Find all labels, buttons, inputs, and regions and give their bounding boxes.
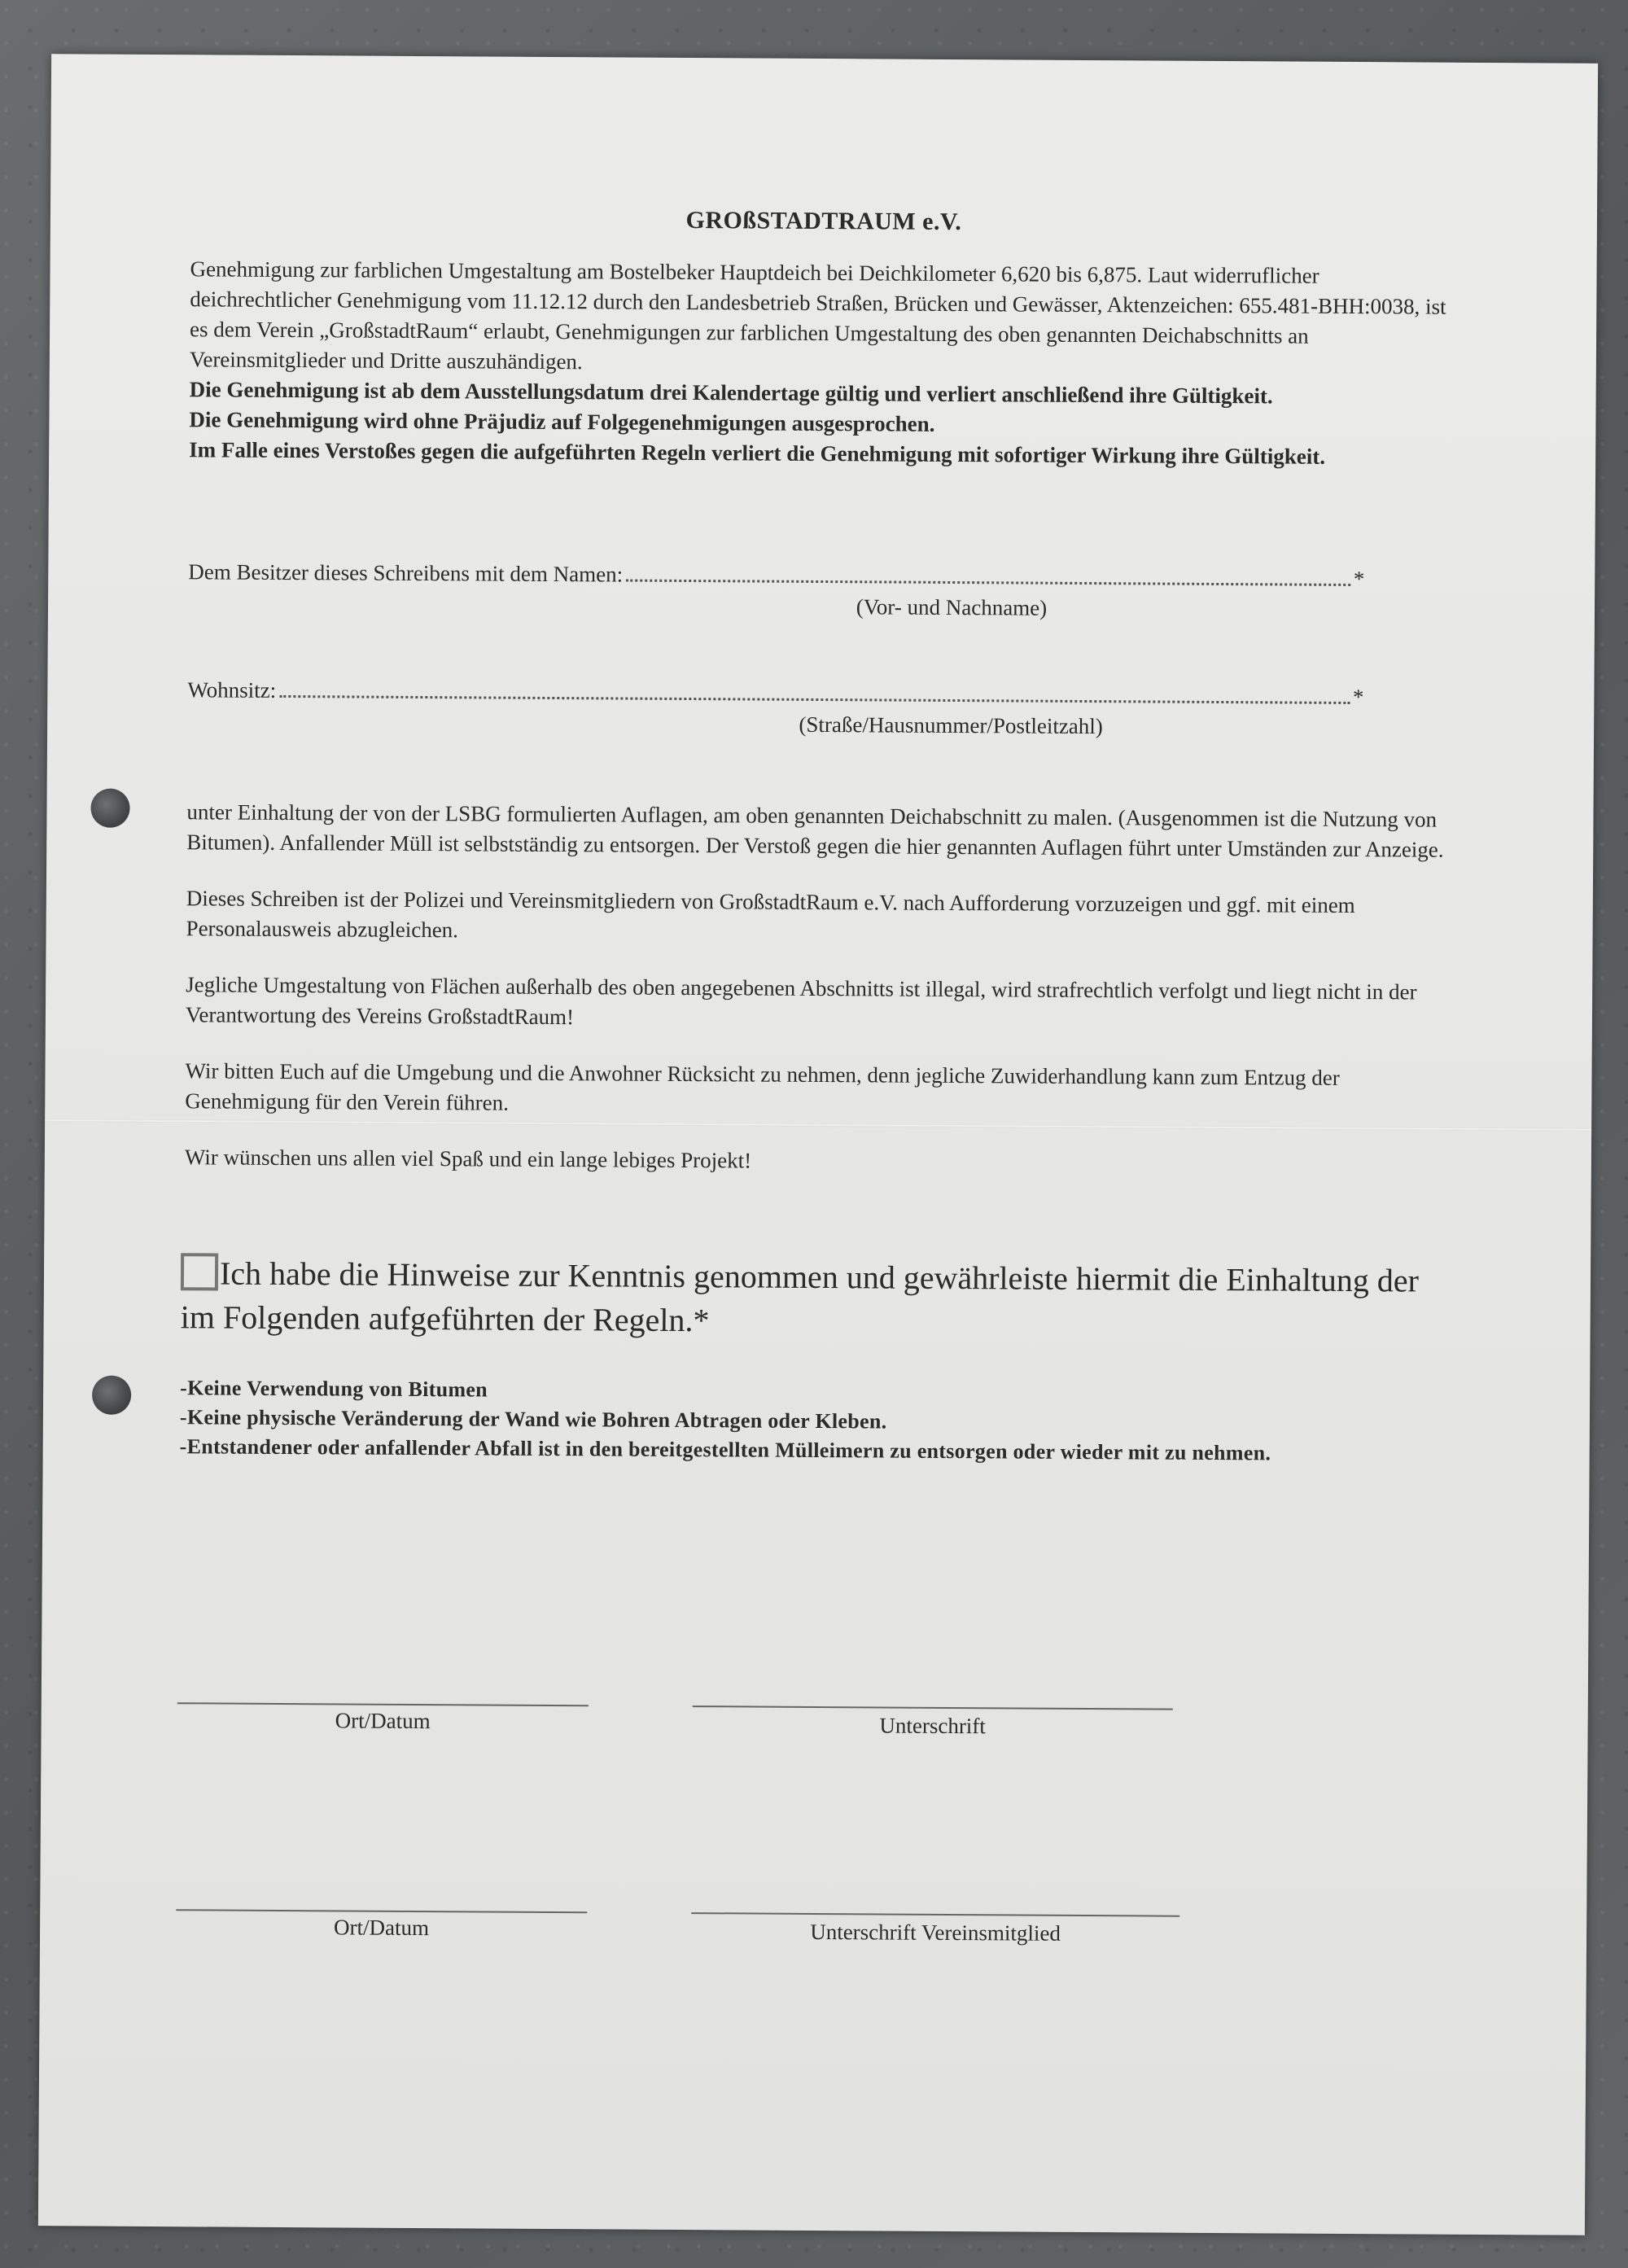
rule-item: -Keine physische Veränderung der Wand wie Bohren Abtragen oder Kleben. — [179, 1405, 887, 1434]
punch-hole — [90, 789, 129, 828]
respect-paragraph: Wir bitten Euch auf die Umgebung und die Anwohner Rücksicht zu nehmen, denn jegliche Zuwiderhandlung kann zum Entzug der Genehmigung für den Verein führen. — [185, 1058, 1340, 1115]
acknowledgement-checkbox[interactable] — [181, 1253, 218, 1290]
conditions-section — [185, 797, 1457, 1206]
member-signature-label: Unterschrift Vereinsmitglied — [810, 1919, 1061, 1946]
intro-section — [189, 254, 1460, 473]
rule-item: -Keine Verwendung von Bitumen — [180, 1376, 488, 1402]
closing-paragraph: Wir wünschen uns allen viel Spaß und ein lange lebiges Projekt! — [184, 1145, 752, 1173]
name-field[interactable] — [188, 559, 1364, 592]
conditions-paragraph: unter Einhaltung der von der LSBG formulierten Auflagen, am oben genannten Deichabschnitt zu malen. (Ausgenommen ist die Nutzung von Bitumen). Anfallender Müll ist selbstständig zu entsorgen. Der Verstoß gegen die hier genannten Auflagen führt unter Umständen zur Anzeige. — [186, 799, 1444, 862]
police-paragraph: Dieses Schreiben ist der Polizei und Vereinsmitgliedern von GroßstadtRaum e.V. nach Aufforderung vorzuzeigen und ggf. mit einem Personalausweis abzugleichen. — [186, 886, 1355, 943]
acknowledgement-text: Ich habe die Hinweise zur Kenntnis genommen und gewährleiste hiermit die Einhaltung der im Folgenden aufgeführten der Regeln.* — [180, 1254, 1420, 1339]
punch-hole — [92, 1376, 131, 1415]
address-field[interactable] — [187, 677, 1363, 710]
required-marker: * — [1353, 567, 1365, 592]
intro-text: Genehmigung zur farblichen Umgestaltung am Bostelbeker Hauptdeich bei Deichkilometer 6,620 bis 6,875. Laut widerruflicher deichrechtlicher Genehmigung vom 11.12.12 durch den Landesbetrieb Straßen, Brücken und Gewässer, Aktenzeichen: 655.481-BHH:0038, ist es dem Verein „GroßstadtRaum“ erlaubt, Genehmigungen zur farblichen Umgestaltung des oben genannten Deichabschnitts an Vereinsmitglieder und Dritte auszuhändigen. — [189, 256, 1446, 374]
name-input-line[interactable] — [626, 580, 1350, 586]
place-date-label: Ort/Datum — [335, 1708, 431, 1734]
address-field-hint: (Straße/Hausnummer/Postleitzahl) — [799, 711, 1103, 739]
acknowledgement — [181, 1251, 1451, 1347]
member-place-date-line[interactable] — [176, 1909, 587, 1913]
page-title: GROßSTADTRAUM e.V. — [685, 206, 962, 236]
member-place-date-label: Ort/Datum — [334, 1915, 430, 1941]
address-field-label: Wohnsitz: — [187, 677, 277, 703]
name-field-label: Dem Besitzer dieses Schreibens mit dem Namen: — [188, 559, 624, 587]
rule-item: -Entstandener oder anfallender Abfall ist in den bereitgestellten Mülleimern zu entsorgen oder wieder mit zu nehmen. — [179, 1434, 1271, 1465]
address-input-line[interactable] — [279, 695, 1350, 704]
precedent-notice: Die Genehmigung wird ohne Präjudiz auf Folgegenehmigungen ausgesprochen. — [189, 407, 935, 436]
name-field-hint: (Vor- und Nachname) — [856, 594, 1048, 620]
member-signature-line[interactable] — [691, 1912, 1179, 1917]
rules-list — [180, 1373, 1451, 1469]
required-marker: * — [1352, 685, 1364, 710]
permit-sheet — [38, 54, 1598, 2235]
signature-label: Unterschrift — [879, 1713, 986, 1739]
validity-notice: Die Genehmigung ist ab dem Ausstellungsdatum drei Kalendertage gültig und verliert anschließend ihre Gültigkeit. — [189, 377, 1273, 409]
illegal-paragraph: Jegliche Umgestaltung von Flächen außerhalb des oben angegebenen Abschnitts ist illegal, wird strafrechtlich verfolgt und liegt nicht in der Verantwortung des Vereins GroßstadtRaum! — [185, 972, 1417, 1030]
signature-line[interactable] — [693, 1705, 1173, 1710]
place-date-line[interactable] — [177, 1702, 589, 1706]
violation-notice: Im Falle eines Verstoßes gegen die aufgeführten Regeln verliert die Genehmigung mit sofortiger Wirkung ihre Gültigkeit. — [189, 437, 1326, 469]
